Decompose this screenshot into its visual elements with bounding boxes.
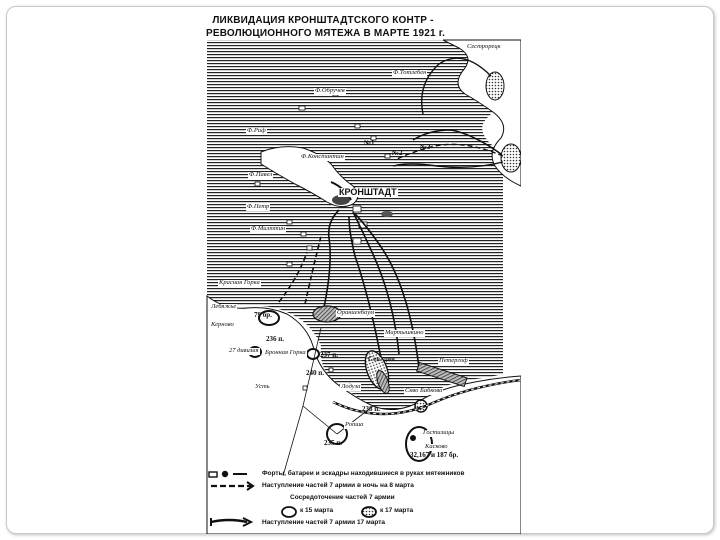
label-regiment-237: 237 п. (320, 351, 339, 359)
legend-item-by-17: к 17 марта (380, 507, 414, 514)
label-oranienbaum: Ораниенбаум (337, 309, 375, 316)
label-skvoritsy: Скво Бабкова (405, 387, 443, 394)
label-fort-obruchev: Ф.Обручев (315, 87, 345, 94)
legend-item-attack-17: Наступление частей 7 армии 17 марта (262, 519, 385, 526)
label-regiment-235: 235 п. (324, 439, 343, 447)
concentration-sestroretsk (486, 72, 504, 100)
label-regiment-238: 238 п. (362, 405, 381, 413)
label-kaskovo: Касково (425, 443, 448, 450)
label-sestroretsk: Сестрорецк (467, 43, 501, 50)
label-north-division: Сев. див. (368, 355, 397, 363)
legend-item-forts: Форты, батареи и эскадры находившиеся в руках мятежников (262, 470, 465, 477)
label-kernovo: Керново (211, 321, 234, 328)
label-lomonosov: Лодуза (341, 383, 361, 390)
historical-map (203, 6, 521, 534)
label-martyshkino: Мартышкино (385, 329, 424, 336)
label-krasnaya-gorka: Красная Горка (219, 279, 260, 286)
label-fort-petr: Ф.Петр (247, 203, 270, 210)
label-ropsha: Ропша (345, 421, 364, 428)
label-kronshtadt: КРОНШТАДТ (339, 187, 397, 197)
label-ustye: Усть (255, 383, 270, 390)
map-title-line-2: РЕВОЛЮЦИОННОГО МЯТЕЖА В МАРТЕ 1921 г. (206, 28, 446, 39)
label-gostilitsy: Гостилицы (423, 429, 455, 436)
label-peterhof: Петергоф (439, 357, 468, 364)
map-drawing (203, 6, 521, 534)
label-unit-3: №3 (420, 143, 431, 151)
map-title-line-1: ЛИКВИДАЦИЯ КРОНШТАДТСКОГО КОНТР - (212, 15, 434, 26)
legend-item-by-15: к 15 марта (300, 507, 334, 514)
concentration-lisiy-nos (501, 144, 521, 172)
label-fort-pavel: Ф.Павел (249, 171, 273, 178)
label-army-27: 27 дивизия (229, 347, 259, 354)
label-brigade-79: 79 бр. (254, 311, 272, 319)
label-fort-konstantin: Ф.Константин (301, 153, 344, 160)
label-unit-1: №1 (364, 139, 375, 147)
label-fort-milyutin: Ф.Милютин (251, 225, 286, 232)
label-bronnaya-gorka: Бронная Горка (265, 349, 306, 356)
label-regiment-240: 240 п. (306, 369, 325, 377)
label-fort-rif: Ф.Риф (247, 127, 266, 134)
label-unit-2: №2 (392, 149, 403, 157)
label-lebyazhye: Лебяжье (211, 303, 237, 310)
legend-item-concentration: Сосредоточение частей 7 армии (290, 494, 395, 501)
label-brigades: 32,167 и 187 бр. (410, 451, 459, 459)
legend-item-attack-night: Наступление частей 7 армии в ночь на 8 марта (262, 482, 414, 489)
label-fort-totleben: Ф.Тотлебен (393, 69, 427, 76)
label-regiment-236: 236 п. (266, 335, 285, 343)
